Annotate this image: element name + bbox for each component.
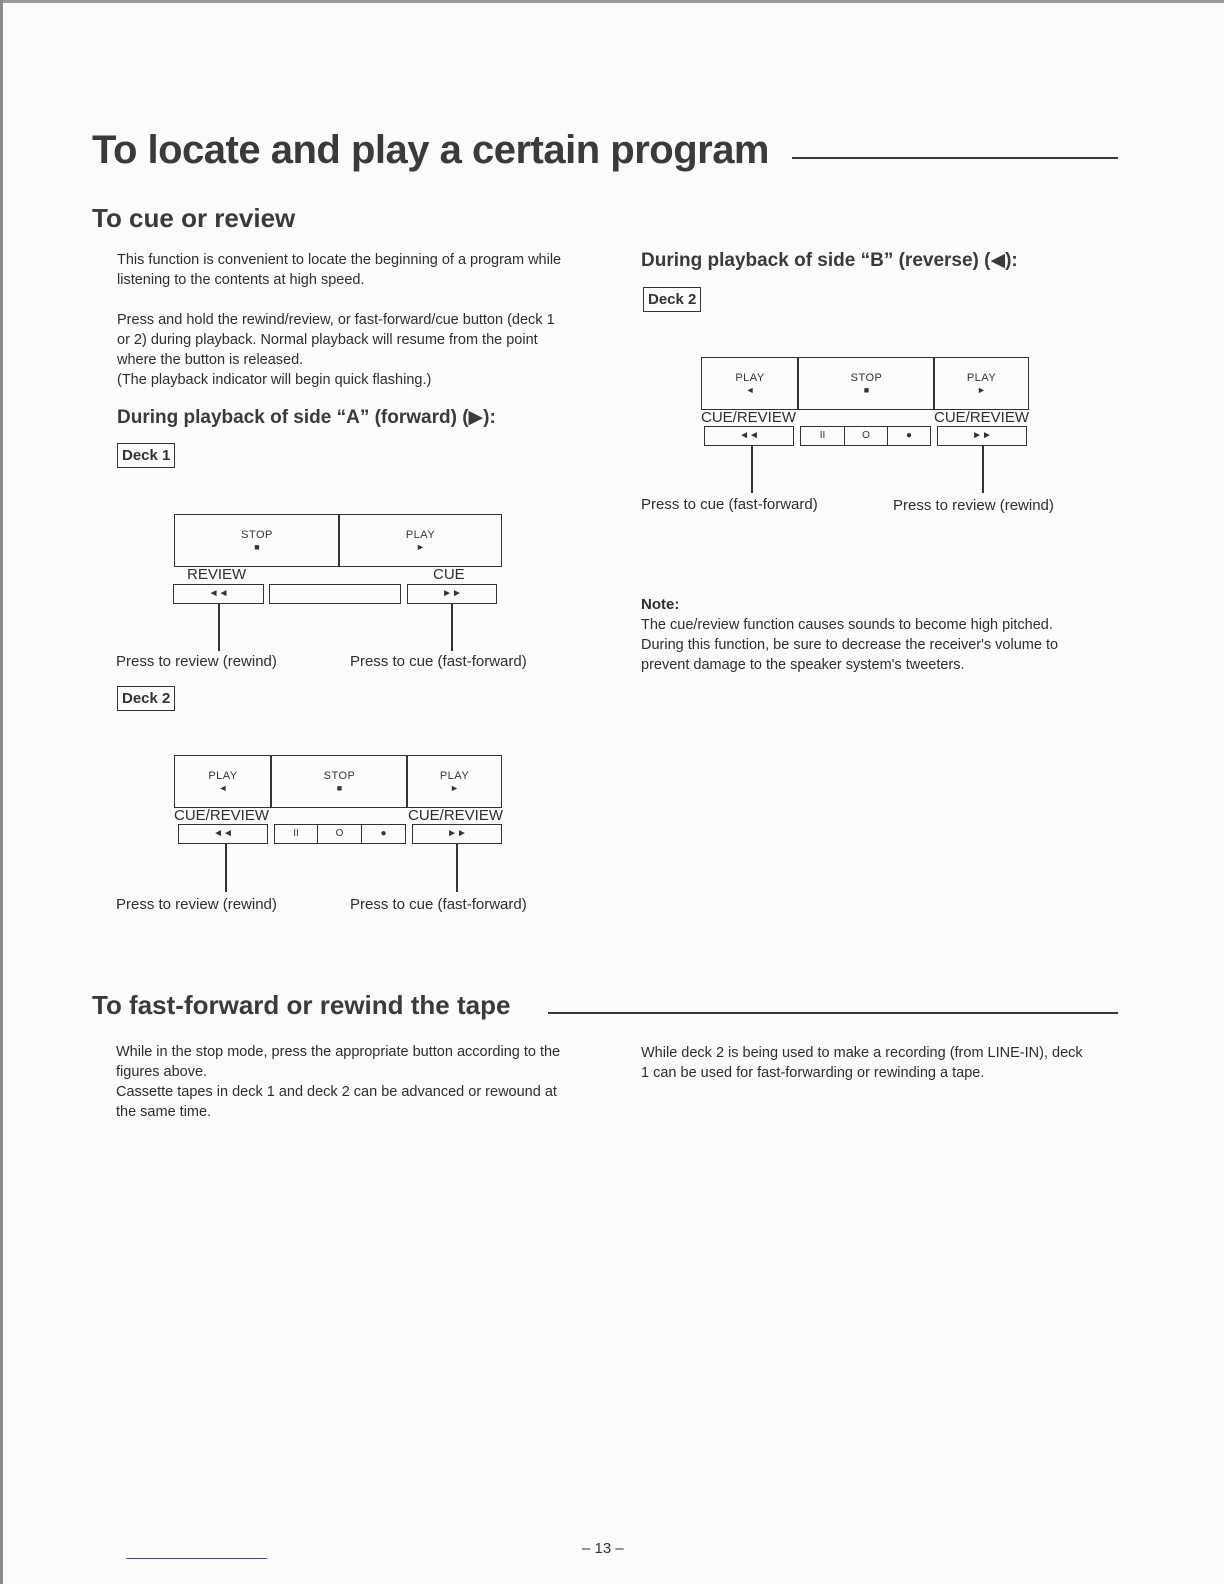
- cue-pointer-line: [456, 844, 458, 892]
- side-b-deck2-label: Deck 2: [643, 287, 701, 312]
- ff-right-paragraph: [641, 1043, 1083, 1083]
- side-b-stop-key[interactable]: [799, 358, 934, 409]
- key-label: PLAY: [735, 372, 765, 384]
- play-forward-icon: ►: [450, 783, 459, 793]
- deck1-panel: [174, 514, 502, 567]
- review-pointer-line: [982, 446, 984, 493]
- page-left-edge: [0, 0, 3, 1584]
- page-title: To locate and play a certain program: [92, 128, 769, 172]
- deck1-cue-label: CUE: [433, 566, 465, 583]
- key-label: PLAY: [208, 770, 238, 782]
- deck1-label: Deck 1: [117, 443, 175, 468]
- side-b-left-cue-review-label: CUE/REVIEW: [701, 409, 797, 426]
- text-line: listening to the contents at high speed.: [117, 272, 365, 288]
- text-line: or 2) during playback. Normal playback will resume from the point: [117, 332, 538, 348]
- side-b-deck2-panel: [701, 357, 1029, 410]
- record-button[interactable]: ●: [361, 824, 406, 844]
- text-line: (The playback indicator will begin quick flashing.): [117, 372, 432, 388]
- deck2-rewind-button[interactable]: ◄◄: [178, 824, 268, 844]
- text-line: 1 can be used for fast-forwarding or rewinding a tape.: [641, 1065, 985, 1081]
- text-line: This function is convenient to locate the beginning of a program while: [117, 252, 562, 268]
- deck2-fast-forward-button[interactable]: ►►: [412, 824, 502, 844]
- side-b-right-cue-review-label: CUE/REVIEW: [934, 409, 1030, 426]
- key-label: STOP: [850, 372, 883, 384]
- deck2-play-forward-key[interactable]: [408, 756, 501, 807]
- deck2-label: Deck 2: [117, 686, 175, 711]
- stop-icon: ■: [863, 385, 870, 395]
- key-label: PLAY: [405, 529, 436, 541]
- side-b-rewind-button[interactable]: ◄◄: [704, 426, 794, 446]
- deck1-cue-caption: Press to cue (fast-forward): [350, 653, 527, 670]
- record-standby-button[interactable]: O: [844, 426, 888, 446]
- key-label: PLAY: [439, 770, 470, 782]
- ff-left-paragraph: [116, 1042, 560, 1122]
- side-b-cue-caption: Press to cue (fast-forward): [641, 496, 818, 513]
- cue-pointer-line: [751, 446, 753, 493]
- key-label: STOP: [323, 770, 356, 782]
- text-line: prevent damage to the speaker system's tweeters.: [641, 657, 965, 673]
- key-label: STOP: [241, 529, 273, 541]
- page-number: – 13 –: [582, 1540, 624, 1557]
- play-forward-icon: ►: [977, 385, 986, 395]
- note-title: Note:: [641, 596, 680, 613]
- ff-section-rule: [548, 1012, 1118, 1014]
- pause-button[interactable]: II: [800, 426, 845, 446]
- text-line: figures above.: [116, 1064, 208, 1080]
- pause-button[interactable]: II: [274, 824, 318, 844]
- deck1-review-caption: Press to review (rewind): [116, 653, 277, 670]
- title-rule: [792, 157, 1118, 159]
- cue-section-heading: To cue or review: [92, 203, 296, 233]
- side-a-heading: During playback of side “A” (forward) (▶):: [117, 407, 496, 428]
- text-line: Press and hold the rewind/review, or fast-forward/cue button (deck 1: [117, 312, 555, 328]
- deck2-play-reverse-key[interactable]: [175, 756, 271, 807]
- ff-section-heading: To fast-forward or rewind the tape: [92, 990, 511, 1020]
- cue-instructions-paragraph: [117, 310, 555, 390]
- text-line: While in the stop mode, press the appropriate button according to the: [116, 1044, 561, 1060]
- stop-icon: ■: [254, 542, 260, 552]
- deck1-blank-slot: [269, 584, 401, 604]
- side-b-play-forward-key[interactable]: [935, 358, 1028, 409]
- review-pointer-line: [225, 844, 227, 892]
- review-pointer-line: [218, 604, 220, 651]
- text-line: Cassette tapes in deck 1 and deck 2 can be advanced or rewound at: [116, 1084, 557, 1100]
- side-b-review-caption: Press to review (rewind): [893, 497, 1054, 514]
- text-line: the same time.: [116, 1104, 212, 1120]
- key-label: PLAY: [966, 372, 997, 384]
- deck1-play-key[interactable]: [340, 515, 501, 566]
- text-line: where the button is released.: [117, 352, 304, 368]
- side-b-play-reverse-key[interactable]: [702, 358, 798, 409]
- cue-intro-paragraph: [117, 250, 561, 290]
- deck2-right-cue-review-label: CUE/REVIEW: [408, 807, 504, 824]
- text-line: During this function, be sure to decrease the receiver's volume to: [641, 637, 1059, 653]
- deck2-stop-key[interactable]: [272, 756, 407, 807]
- deck1-stop-key[interactable]: [175, 515, 339, 566]
- play-reverse-icon: ◄: [218, 783, 228, 793]
- note-paragraph: [641, 615, 1058, 675]
- deck2-panel: [174, 755, 502, 808]
- side-b-fast-forward-button[interactable]: ►►: [937, 426, 1027, 446]
- deck2-cue-caption: Press to cue (fast-forward): [350, 896, 527, 913]
- deck2-left-cue-review-label: CUE/REVIEW: [174, 807, 270, 824]
- page-top-edge: [0, 0, 1224, 3]
- play-reverse-icon: ◄: [745, 385, 755, 395]
- deck2-review-caption: Press to review (rewind): [116, 896, 277, 913]
- side-b-heading: During playback of side “B” (reverse) (◀):: [641, 250, 1018, 271]
- record-button[interactable]: ●: [887, 426, 931, 446]
- play-forward-icon: ►: [416, 542, 425, 552]
- cue-pointer-line: [451, 604, 453, 651]
- stop-icon: ■: [336, 783, 343, 793]
- text-line: The cue/review function causes sounds to become high pitched.: [641, 617, 1053, 633]
- deck1-review-label: REVIEW: [187, 566, 247, 583]
- deck1-review-button[interactable]: ◄◄: [173, 584, 264, 604]
- blue-mark-line: [126, 1558, 267, 1559]
- deck1-cue-button[interactable]: ►►: [407, 584, 497, 604]
- text-line: While deck 2 is being used to make a recording (from LINE-IN), deck: [641, 1045, 1083, 1061]
- record-standby-button[interactable]: O: [317, 824, 362, 844]
